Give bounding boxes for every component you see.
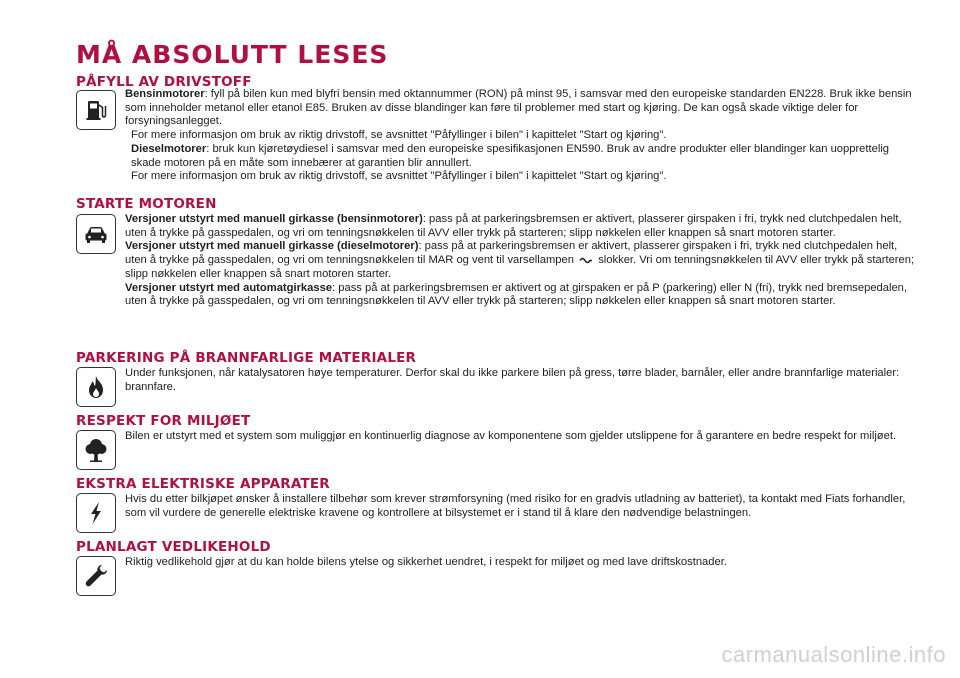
- fuel-pump-icon: [76, 90, 116, 130]
- section-body-environment: Bilen er utstyrt med et system som muliggjør en kontinuerlig diagnose av komponentene som gjelder utslippene for å garantere en bedre respekt for miljøet.: [125, 430, 897, 442]
- section-heading-electrical: EKSTRA ELEKTRISKE APPARATER: [76, 476, 330, 492]
- paragraph: [125, 240, 920, 281]
- section-body-start: [125, 213, 920, 309]
- wrench-icon: [76, 556, 116, 596]
- flame-icon: [76, 367, 116, 407]
- paragraph: [125, 282, 920, 309]
- paragraph-text: : bruk kun kjøretøydiesel i samsvar med den europeiske spesifikasjonen EN590. Bruk av andre produkter eller blandinger kan uopprettelig skade motoren på en måte som innebærer at garantien blir annullert.: [131, 142, 890, 169]
- term-manual-diesel: Versjoner utstyrt med manuell girkasse (dieselmotorer): [125, 240, 419, 253]
- section-heading-parking: PARKERING PÅ BRANNFARLIGE MATERIALER: [76, 350, 417, 366]
- section-maintenance: [76, 539, 920, 599]
- lightning-icon: [76, 493, 116, 533]
- watermark: carmanualsonline.info: [721, 642, 946, 667]
- term-petrol: Bensinmotorer: [125, 88, 205, 100]
- section-environment: [76, 413, 920, 473]
- page-title: MÅ ABSOLUTT LESES: [76, 40, 389, 69]
- section-body-maintenance: Riktig vedlikehold gjør at du kan holde bilens ytelse og sikkerhet uendret, i respekt for miljøet og med lave driftskostnader.: [125, 556, 727, 568]
- section-heading-fuel: PÅFYLL AV DRIVSTOFF: [76, 74, 252, 90]
- section-body-electrical: Hvis du etter bilkjøpet ønsker å installere tilbehør som krever strømforsyning (med risiko for en gradvis utladning av batteriet), ta kontakt med Fiats forhandler, som vil vurdere de generelle elektriske kravene og kontrollere at bilsystemet er i stand til å klare den nødvendige belastningen.: [125, 493, 906, 519]
- paragraph: [125, 213, 920, 240]
- paragraph: For mere informasjon om bruk av riktig drivstoff, se avsnittet "Påfyllinger i bilen" i kapittelet "Start og kjøring".: [131, 170, 667, 183]
- paragraph-text: : pass på at parkeringsbremsen er aktivert, plasserer girspaken i fri, trykk ned clutchpedalen helt, uten å trykke på gasspedalen, og vri om tenningsnøkkelen til AVV eller trykk på starteren; slipp nøkkelen eller knappen så snart motoren starter.: [125, 213, 902, 239]
- section-electrical: [76, 476, 920, 536]
- paragraph-text: : pass på at parkeringsbremsen er aktivert, plasserer girspaken i fri, trykk ned clutchpedalen helt, uten å trykke på gasspedalen, og vri om tenningsnøkkelen til MAR og vent til varsellampen: [125, 240, 898, 267]
- term-diesel: Dieselmotorer: [131, 142, 207, 155]
- section-heading-environment: RESPEKT FOR MILJØET: [76, 413, 251, 429]
- paragraph: For mere informasjon om bruk av riktig drivstoff, se avsnittet "Påfyllinger i bilen" i kapittelet "Start og kjøring".: [131, 129, 667, 142]
- paragraph-text: : fyll på bilen kun med blyfri bensin med oktannummer (RON) på minst 95, i samsvar med den europeiske standarden EN228. Bruk ikke bensin som inneholder metanol eller etanol E85. Bruken av disse blandinger kan føre til problemer med start og kjøring. De kan også skade viktige deler for forsyningsanlegget.: [125, 88, 912, 128]
- paragraph-text: slokker. Vri om tenningsnøkkelen til AVV eller trykk på starteren; slipp nøkkelen eller knappen så snart motoren starter.: [125, 254, 915, 280]
- paragraph-text: : pass på at parkeringsbremsen er aktivert og at girspaken er på P (parkering) eller N (fri), trykk ned bremsepedalen, uten å trykke på gasspedalen, og vri om tenningsnøkkelen til AVV eller trykk på starteren; slipp nøkkelen eller knappen så snart motoren starter.: [125, 281, 908, 308]
- section-parking: [76, 350, 920, 410]
- term-automatic: Versjoner utstyrt med automatgirkasse: [125, 281, 333, 294]
- section-body-parking: Under funksjonen, når katalysatoren høye temperaturer. Derfor skal du ikke parkere bilen på gress, tørre blader, barnåler, eller andre brannfarlige materialer: brannfare.: [125, 367, 900, 393]
- section-start: [76, 196, 920, 336]
- paragraph: [125, 88, 920, 129]
- paragraph: [125, 143, 920, 170]
- section-body-fuel: [125, 88, 920, 184]
- section-heading-maintenance: PLANLAGT VEDLIKEHOLD: [76, 539, 271, 555]
- glow-plug-icon: [579, 256, 593, 265]
- section-fuel: [76, 74, 920, 184]
- section-heading-start: STARTE MOTOREN: [76, 196, 217, 212]
- car-icon: [76, 214, 116, 254]
- tree-icon: [76, 430, 116, 470]
- term-manual-petrol: Versjoner utstyrt med manuell girkasse (bensinmotorer): [125, 213, 423, 225]
